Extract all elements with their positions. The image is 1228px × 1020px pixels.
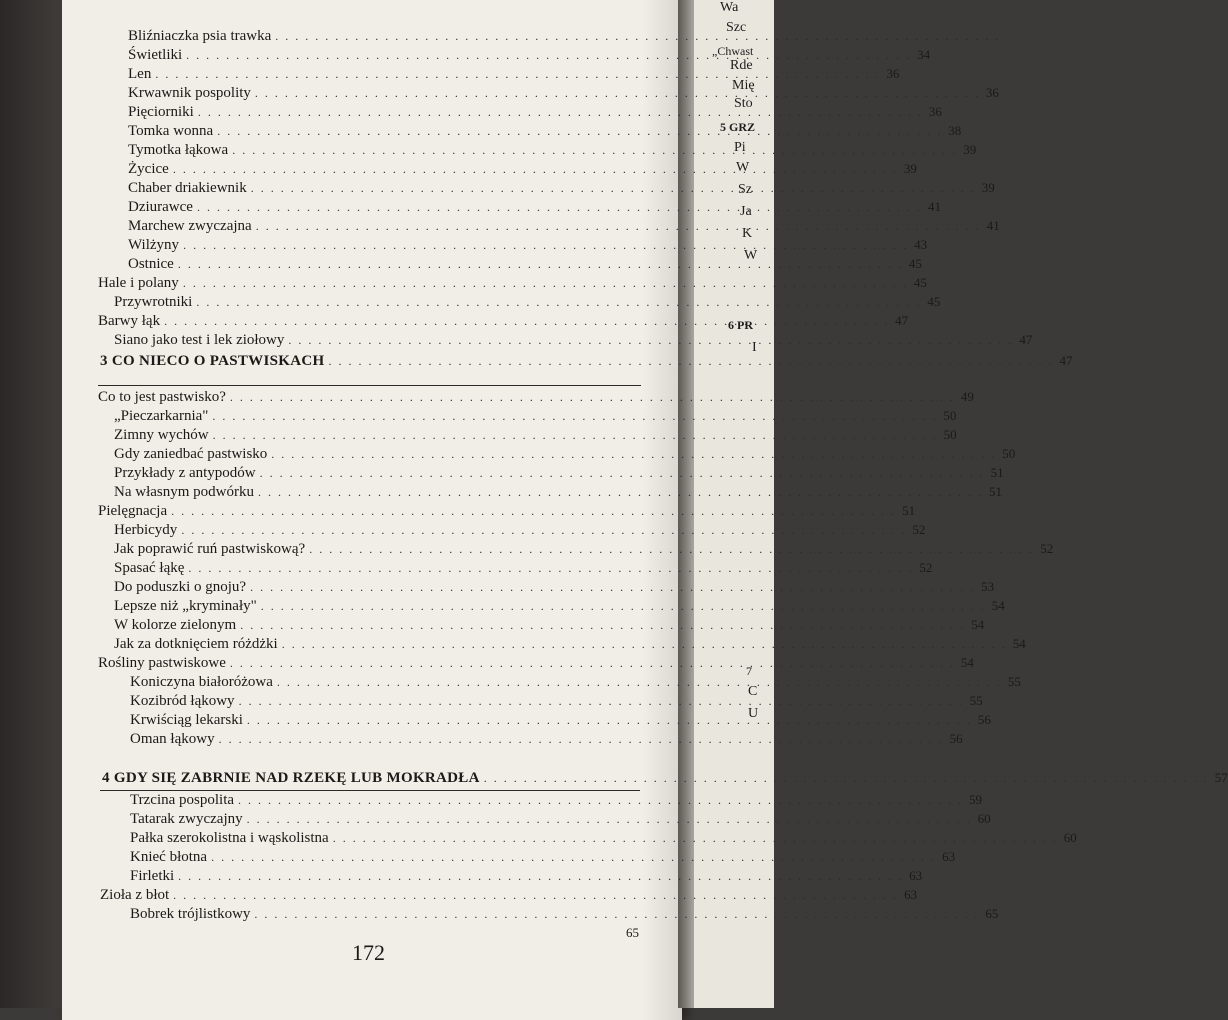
toc-entry-page: 50 [943,427,957,442]
toc-entry-page: 51 [988,484,1002,499]
toc-entry-title: Hale i polany [98,275,179,291]
right-page-fragment: Mię [732,78,755,93]
leader-dots [282,634,1007,654]
toc-entry [128,254,922,274]
leader-dots [255,83,980,103]
toc-entry-page: 36 [928,104,942,119]
right-page-fragment: 5 GRZ [720,120,756,134]
toc-entry-page: 39 [963,142,977,157]
toc-entry [100,885,918,905]
leader-dots [212,406,937,426]
leader-dots [250,577,975,597]
right-page-fragment: K [742,226,753,241]
leader-dots [247,710,972,730]
toc-entry [98,273,927,293]
leader-dots [198,102,923,122]
toc-entry-title: Do poduszki o gnoju? [114,579,247,595]
toc-entry-page: 59 [969,792,983,807]
toc-entry [130,847,956,867]
toc-chapter-heading [100,351,1073,371]
right-page-fragment: C [748,684,758,699]
leader-dots [271,444,996,464]
toc-entry-title: Świetliki [128,47,183,63]
toc-entry-title: Herbicydy [114,522,178,538]
toc-entry-page: 60 [1063,830,1077,845]
toc-entry [114,444,1016,464]
toc-entry [114,615,985,635]
right-page-fragment: Sz [738,182,752,197]
leader-dots [240,615,965,635]
toc-entry-title: Rośliny pastwiskowe [98,655,226,671]
toc-entry-page: 50 [1002,446,1016,461]
toc-chapter-heading [102,768,1228,788]
toc-entry [114,558,933,578]
leader-dots [239,691,964,711]
toc-entry-page: 54 [960,655,974,670]
leader-dots [256,216,981,236]
leader-dots [277,672,1002,692]
leader-dots [181,520,906,540]
toc-entry [114,425,957,445]
toc-entry-title: Trzcina pospolita [130,792,235,808]
leader-dots [173,885,898,905]
toc-entry-page: 54 [971,617,985,632]
toc-entry-page: 53 [981,579,995,594]
toc-entry-page: 60 [977,811,991,826]
toc-entry [114,539,1054,559]
right-page-fragment: W [736,160,750,175]
toc-entry [114,596,1005,616]
leader-dots [219,729,944,749]
toc-trailing-page [620,923,640,943]
leader-dots [211,847,936,867]
leader-dots [186,45,911,65]
leader-dots [232,140,957,160]
leader-dots [155,64,880,84]
toc-entry-page: 49 [960,389,974,404]
leader-dots [178,254,903,274]
toc-entry-title: Przywrotniki [114,294,193,310]
toc-entry-title: Tatarak zwyczajny [130,811,243,827]
toc-entry [130,904,999,924]
right-page-fragment: Sto [734,96,753,111]
toc-entry [130,672,1021,692]
toc-entry-page: 36 [985,85,999,100]
toc-entry-page: 39 [903,161,917,176]
leader-dots [258,482,983,502]
toc-entry-title: Krwiściąg lekarski [130,712,243,728]
leader-dots [328,351,1053,371]
leader-dots [183,235,908,255]
toc-entry-title: Tomka wonna [128,123,214,139]
toc-entry-page: 54 [991,598,1005,613]
right-page-fragment: Pi [734,140,746,155]
toc-entry-title: Bobrek trójlistkowy [130,906,251,922]
leader-dots [288,330,1013,350]
toc-entry [98,501,916,521]
leader-dots [230,387,955,407]
toc-entry-page: 57 [1214,770,1228,785]
toc-entry [130,691,983,711]
right-page-fragment: U [748,706,759,721]
right-page-fragment: 7 [746,664,752,678]
toc-entry [130,809,991,829]
toc-entry-title: Krwawnik pospolity [128,85,251,101]
right-page-fragment: „Chwast [712,44,754,58]
leader-dots [171,501,896,521]
toc-entry-title: Pięciorniki [128,104,194,120]
toc-entry-title: Chaber driakiewnik [128,180,247,196]
toc-entry-title: Jak poprawić ruń pastwiskową? [114,541,306,557]
toc-entry [128,235,928,255]
toc-entry-title: Bliźniaczka psia trawka [128,28,272,44]
toc-entry-title: Jak za dotknięciem różdżki [114,636,278,652]
toc-entry [114,520,926,540]
toc-entry [98,387,974,407]
toc-entry-title: W kolorze zielonym [114,617,237,633]
toc-entry-title: Na własnym podwórku [114,484,254,500]
toc-entry-page: 65 [626,925,639,940]
toc-entry-title: Koniczyna białoróżowa [130,674,273,690]
toc-entry-page: 51 [990,465,1004,480]
toc-entry-title: Gdy zaniedbać pastwisko [114,446,268,462]
right-page-fragment: W [744,248,758,263]
leader-dots [254,904,979,924]
toc-entry-page: 39 [981,180,995,195]
toc-entry-title: Knieć błotna [130,849,208,865]
toc-entry [128,26,648,46]
toc-entry-title: Barwy łąk [98,313,161,329]
toc-entry [98,653,974,673]
toc-entry-page: 45 [913,275,927,290]
toc-entry [130,729,963,749]
toc-entry [128,159,917,179]
toc-entry-title: „Pieczarkarnia" [114,408,209,424]
toc-entry-title: Oman łąkowy [130,731,215,747]
toc-entry-page: 63 [909,868,923,883]
toc-entry [130,790,983,810]
toc-entry-title: Kozibród łąkowy [130,693,235,709]
leader-dots [484,768,1209,788]
toc-entry [114,634,1026,654]
toc-entry-page: 52 [912,522,926,537]
toc-entry [114,406,957,426]
leader-dots [217,121,942,141]
toc-entry [130,866,923,886]
toc-entry-page: 34 [917,47,931,62]
toc-entry-title: Życice [128,161,169,177]
toc-entry-page: 41 [927,199,941,214]
toc-entry-page: 52 [919,560,933,575]
right-page-fragment: 6 PR [728,318,753,332]
right-page-fragment: I [752,340,757,355]
toc-entry [114,330,1033,350]
leader-dots [173,159,898,179]
toc-entry-page: 65 [985,906,999,921]
leader-dots [164,311,889,331]
leader-dots [333,828,1058,848]
toc-entry [114,577,995,597]
leader-dots [183,273,908,293]
toc-entry-title: Pałka szerokolistna i wąskolistna [130,830,329,846]
toc-entry-page: 43 [914,237,928,252]
toc-entry-title: Firletki [130,868,175,884]
right-page-fragment: Szc [726,20,747,35]
leader-dots [238,790,963,810]
toc-entry-title: Marchew zwyczajna [128,218,252,234]
toc-entry-title: Dziurawce [128,199,193,215]
toc-entry-page: 45 [908,256,922,271]
toc-entry [130,710,991,730]
toc-entry-page: 55 [1007,674,1021,689]
toc-entry-title: 3 CO NIECO O PASTWISKACH [100,353,325,369]
toc-entry-title: Tymotka łąkowa [128,142,229,158]
toc-entry-title: Zimny wychów [114,427,209,443]
toc-entry-title: Len [128,66,152,82]
page-number: 172 [352,940,385,965]
right-page-fragment: Ja [740,204,752,219]
leader-dots [260,463,985,483]
toc-entry [130,828,1077,848]
leader-dots [247,809,972,829]
toc-entry-page: 50 [943,408,957,423]
toc-entry-title: Spasać łąkę [114,560,185,576]
leader-dots [197,197,922,217]
toc-entry-page: 55 [969,693,983,708]
leader-dots [188,558,913,578]
leader-dots [261,596,986,616]
leader-dots [213,425,938,445]
toc-entry [128,216,1000,236]
toc-entry-page: 56 [949,731,963,746]
toc-entry-title: Siano jako test i lek ziołowy [114,332,285,348]
toc-entry-title: Zioła z błot [100,887,170,903]
right-page-fragment: Wa [720,0,739,15]
toc-entry-page: 36 [886,66,900,81]
right-page-fragment: Rde [730,58,753,73]
leader-dots [309,539,1034,559]
leader-dots [196,292,921,312]
chapter-rule [98,385,641,386]
toc-entry-title: Ostnice [128,256,174,272]
toc-entry-page: 47 [895,313,909,328]
toc-entry-page: 47 [1059,353,1073,368]
toc-entry-title: Lepsze niż „kryminały" [114,598,257,614]
toc-entry-page: 56 [977,712,991,727]
leader-dots [178,866,903,886]
toc-entry [114,482,1002,502]
toc-entry-page: 54 [1012,636,1026,651]
toc-entry-title: Wilżyny [128,237,180,253]
toc-entry [114,463,1004,483]
toc-entry-page: 63 [904,887,918,902]
toc-entry-title: 4 GDY SIĘ ZABRNIE NAD RZEKĘ LUB MOKRADŁA [102,770,480,786]
toc-entry-title: Co to jest pastwisko? [98,389,226,405]
toc-entry-page: 38 [948,123,962,138]
toc-entry-page: 51 [902,503,916,518]
toc-entry [114,292,941,312]
toc-entry-page: 52 [1040,541,1054,556]
toc-entry-page: 45 [927,294,941,309]
toc-entry-page: 41 [986,218,1000,233]
toc-entry-page: 47 [1019,332,1033,347]
leader-dots [251,178,976,198]
toc-entry-page: 63 [942,849,956,864]
leader-dots [230,653,955,673]
toc-entry-title: Przykłady z antypodów [114,465,256,481]
leader-dots [275,26,1000,46]
toc-entry-title: Pielęgnacja [98,503,168,519]
